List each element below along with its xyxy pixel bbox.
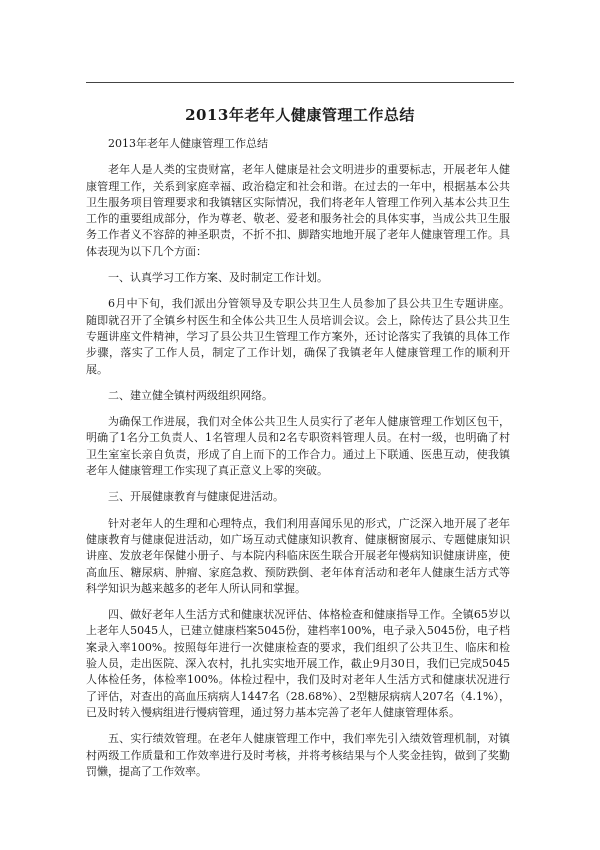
paragraph-intro: 老年人是人类的宝贵财富，老年人健康是社会文明进步的重要标志，开展老年人健康管理工作，关系到家庭幸福、政治稳定和社会和谐。在过去的一年中，根据基本公共卫生服务项目管理要求和我镇辖区实际情况，我们将老年人管理工作列入基本公共卫生工作的重要组成部分，作为尊老、敬老、爱老和服务社会的具体实事，当成公共卫生服务工作者义不容辞的神圣职责，不折不扣、脚踏实地地开展了老年人健康管理工作。具体表现为以下几个方面： <box>86 163 510 258</box>
document-title: 2013年老年人健康管理工作总结 <box>185 106 415 124</box>
section-heading-3: 三、开展健康教育与健康促进活动。 <box>108 490 284 504</box>
subtitle-line: 2013年老年人健康管理工作总结 <box>108 137 268 150</box>
header-rule <box>86 82 514 83</box>
document-body <box>86 136 510 790</box>
paragraph-section-4: 四、做好老年人生活方式和健康状况评估、体格检查和健康指导工作。全镇65岁以上老年人5045人，已建立健康档案5045份，建档率100%，电子录入5045份，电子档案录入率100%。按照每年进行一次健康检查的要求，我们组织了公共卫生、临床和检验人员，走出医院、深入农村，扎扎实实地开展工作，截止9月30日，我们已完成5045人体检任务，体检率100%。体检过程中，我们及时对老年人生活方式和健康状况进行了评估，对查出的高血压病病人1447名（28.68%）、2型糖尿病病人207名（4.1%），已及时转入慢病组进行慢病管理，通过努力基本完善了老年人健康管理体系。 <box>86 608 510 719</box>
section-heading-1: 一、认真学习工作方案、及时制定工作计划。 <box>108 271 328 285</box>
paragraph-section-2: 为确保工作进展，我们对全体公共卫生人员实行了老年人健康管理工作划区包干，明确了1名分工负责人、1名管理人员和2名专职资料管理人员。在村一级，也明确了村卫生室室长亲自负责，形成了自上而下的工作合力。通过上下联通、医患互动，使我镇老年人健康管理工作实现了真正意义上零的突破。 <box>86 415 510 478</box>
paragraph-section-3: 针对老年人的生理和心理特点，我们利用喜闻乐见的形式，广泛深入地开展了老年健康教育与健康促进活动，如广场互动式健康知识教育、健康橱窗展示、专题健康知识讲座、发放老年保健小册子、与本院内科临床医生联合开展老年慢病知识健康讲座，使高血压、糖尿病、肿瘤、家庭急救、预防跌倒、老年体育活动和老年人健康生活方式等科学知识为越来越多的老年人所认同和掌握。 <box>86 516 510 595</box>
paragraph-section-5: 五、实行绩效管理。在老年人健康管理工作中，我们率先引入绩效管理机制，对镇村两级工作质量和工作效率进行及时考核，并将考核结果与个人奖金挂钩，做到了奖勤罚懒，提高了工作效率。 <box>86 732 510 778</box>
paragraph-section-1: 6月中下旬，我们派出分管领导及专职公共卫生人员参加了县公共卫生专题讲座。随即就召开了全镇乡村医生和全体公共卫生人员培训会议。会上，除传达了县公共卫生专题讲座文件精神，学习了县公共卫生管理工作方案外，还讨论落实了我镇的具体工作步骤，落实了工作人员，制定了工作计划，确保了我镇老年人健康管理工作的顺利开展。 <box>86 297 510 376</box>
section-heading-2: 二、建立健全镇村两级组织网络。 <box>108 388 273 402</box>
